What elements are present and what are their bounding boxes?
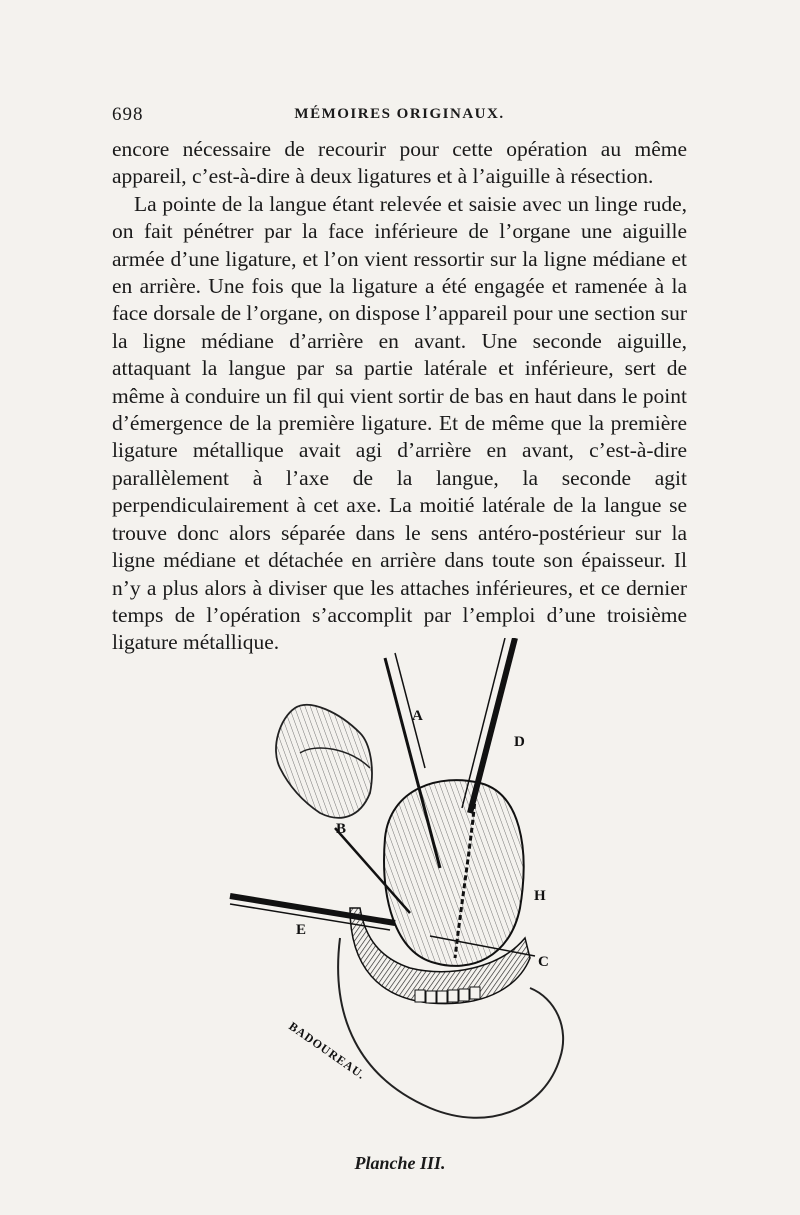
engraver-signature: BADOUREAU. — [286, 1018, 369, 1083]
page-header — [112, 104, 687, 130]
rod-d — [470, 638, 515, 813]
surgical-illustration — [200, 638, 610, 1148]
label-a: A — [412, 708, 423, 724]
figure-caption: Planche III. — [354, 1153, 446, 1173]
hand — [276, 705, 372, 818]
label-h: H — [534, 888, 546, 904]
paragraph-continuation: encore nécessaire de recourir pour cette opération au même appareil, c’est-à-dire à deux ligatures et à l’aiguille à résection. — [112, 137, 687, 189]
page-number: 698 — [112, 104, 144, 125]
label-c: C — [538, 954, 549, 970]
running-head: MÉMOIRES ORIGINAUX. — [294, 106, 505, 122]
paragraph-procedure: La pointe de la langue étant relevée et saisie avec un linge rude, on fait pénétrer par la face inférieure de l’organe une aiguille armée d’une ligature, et l’on vient ressortir sur la ligne médiane et en arrière. Une fois que la ligature a été engagée et ramenée à la face dorsale de l’organe, on dispose l’appareil pour une section sur la ligne médiane d’arrière en avant. Une seconde aiguille, attaquant la langue par sa partie latérale et inférieure, sert de même à conduire un fil qui vient sortir de bas en haut dans le point d’émergence de la première ligature. Et de même que la première ligature métallique avait agi d’arrière en avant, c’est-à-dire parallèlement à l’axe de la langue, la seconde agit perpendiculairement à cet axe. La moitié latérale de la langue se trouve donc alors séparée dans le sens antéro-postérieur sur la ligne médiane et détachée en arrière dans toute son épaisseur. Il n’y a plus alors à diviser que les attaches inférieures, et ce dernier temps de l’opération s’accomplit par l’emploi d’une troisième ligature métallique. — [112, 191, 687, 655]
label-b: B — [336, 821, 347, 837]
label-e: E — [296, 922, 307, 938]
body-text — [112, 136, 687, 657]
label-d: D — [514, 734, 525, 750]
tongue — [384, 780, 524, 966]
instrument-e — [230, 896, 395, 923]
